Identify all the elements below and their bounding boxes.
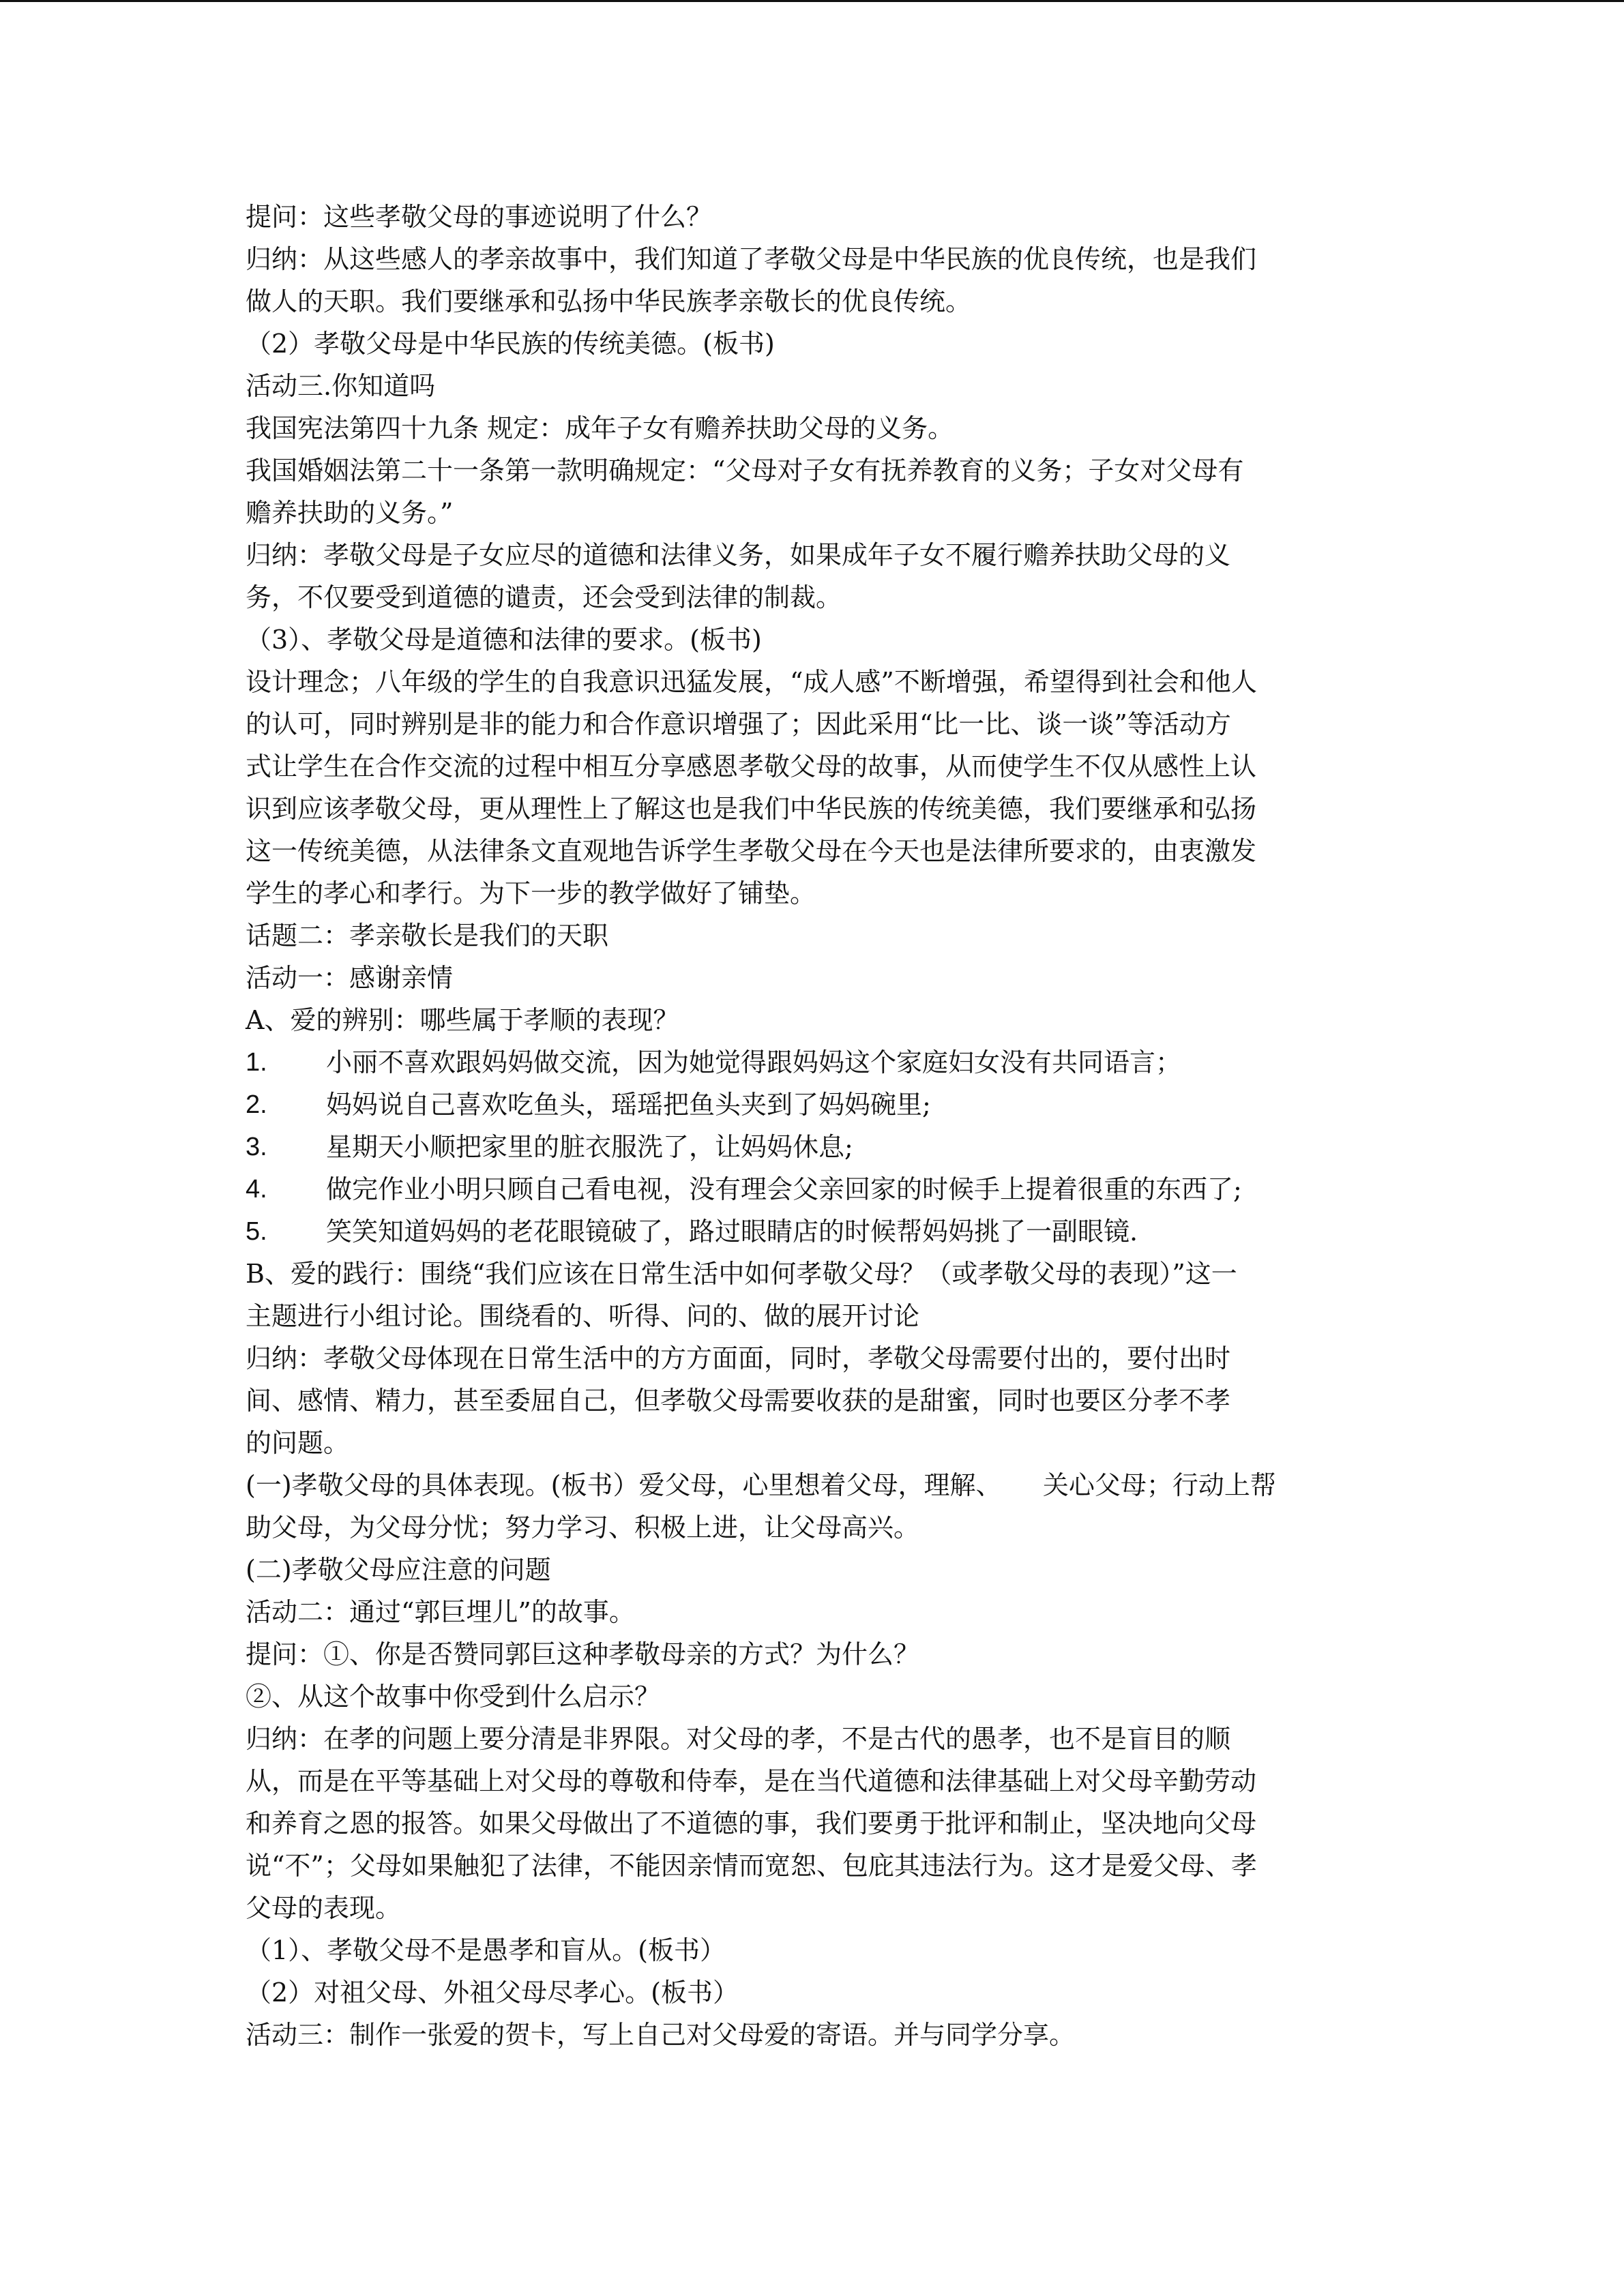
list-item-text: 星期天小顺把家里的脏衣服洗了，让妈妈休息;: [326, 1132, 853, 1162]
text-line: 识到应该孝敬父母，更从理性上了解这也是我们中华民族的传统美德，我们要继承和弘扬: [246, 794, 1257, 824]
list-item-text: 妈妈说自己喜欢吃鱼头，瑶瑶把鱼头夹到了妈妈碗里;: [326, 1090, 931, 1120]
text-line: (一)孝敬父母的具体表现。(板书）爱父母，心里想着父母，理解、 关心父母；行动上帮: [246, 1470, 1276, 1500]
text-line: 主题进行小组讨论。围绕看的、听得、问的、做的展开讨论: [246, 1301, 920, 1331]
text-line: 父母的表现。: [246, 1893, 402, 1923]
list-item-text: 小丽不喜欢跟妈妈做交流，因为她觉得跟妈妈这个家庭妇女没有共同语言；: [326, 1047, 1182, 1077]
text-line: 学生的孝心和孝行。为下一步的教学做好了铺垫。: [246, 878, 816, 908]
text-line: 做人的天职。我们要继承和弘扬中华民族孝亲敬长的优良传统。: [246, 286, 972, 316]
text-line: 归纳：在孝的问题上要分清是非界限。对父母的孝，不是古代的愚孝，也不是盲目的顺: [246, 1724, 1231, 1754]
list-item-number: 5.: [246, 1217, 267, 1246]
list-item-text: 做完作业小明只顾自己看电视，没有理会父亲回家的时候手上提着很重的东西了;: [326, 1174, 1242, 1204]
list-item: [246, 1126, 1378, 1168]
text-line: （2）对祖父母、外祖父母尽孝心。(板书）: [246, 1978, 739, 2008]
list-item-number: 4.: [246, 1175, 267, 1204]
text-line: 这一传统美德，从法律条文直观地告诉学生孝敬父母在今天也是法律所要求的，由衷激发: [246, 836, 1257, 866]
text-line: 提问：这些孝敬父母的事迹说明了什么？: [246, 202, 713, 232]
text-line: 的问题。: [246, 1428, 350, 1458]
text-line: B、爱的践行：围绕“我们应该在日常生活中如何孝敬父母？（或孝敬父母的表现）”这一: [246, 1259, 1237, 1289]
text-line: 说“不”；父母如果触犯了法律，不能因亲情而宽恕、包庇其违法行为。这才是爱父母、孝: [246, 1851, 1257, 1881]
list-item-number: 1.: [246, 1048, 267, 1077]
list-item-text: 笑笑知道妈妈的老花眼镜破了，路过眼睛店的时候帮妈妈挑了一副眼镜.: [326, 1217, 1138, 1247]
text-line: 设计理念；八年级的学生的自我意识迅猛发展，“成人感”不断增强，希望得到社会和他人: [246, 667, 1257, 697]
text-line: 活动一：感谢亲情: [246, 963, 454, 993]
text-line: 提问：①、你是否赞同郭巨这种孝敬母亲的方式？为什么？: [246, 1639, 920, 1669]
text-line: 式让学生在合作交流的过程中相互分享感恩孝敬父母的故事，从而使学生不仅从感性上认: [246, 751, 1257, 781]
document-body: [246, 196, 1378, 2056]
text-line: 助父母，为父母分忧；努力学习、积极上进，让父母高兴。: [246, 1512, 920, 1542]
text-line: 活动三：制作一张爱的贺卡，写上自己对父母爱的寄语。并与同学分享。: [246, 2020, 1076, 2050]
text-line: (二)孝敬父母应注意的问题: [246, 1555, 551, 1585]
text-line: （2）孝敬父母是中华民族的传统美德。(板书): [246, 329, 775, 359]
list-item: [246, 1041, 1378, 1084]
text-line: 活动三.你知道吗: [246, 371, 436, 401]
text-line: 话题二：孝亲敬长是我们的天职: [246, 921, 609, 951]
list-item: [246, 1168, 1378, 1210]
text-line: 归纳：孝敬父母体现在日常生活中的方方面面，同时，孝敬父母需要付出的，要付出时: [246, 1343, 1231, 1373]
text-line: 我国婚姻法第二十一条第一款明确规定：“父母对子女有抚养教育的义务；子女对父母有: [246, 456, 1244, 486]
text-line: 归纳：从这些感人的孝亲故事中，我们知道了孝敬父母是中华民族的优良传统，也是我们: [246, 244, 1257, 274]
text-line: 赡养扶助的义务。”: [246, 498, 454, 528]
text-line: ②、从这个故事中你受到什么启示？: [246, 1682, 661, 1712]
text-line: A、爱的辨别：哪些属于孝顺的表现？: [246, 1005, 679, 1035]
text-line: 务，不仅要受到道德的谴责，还会受到法律的制裁。: [246, 582, 842, 612]
list-item: [246, 1210, 1378, 1253]
list-item: [246, 1084, 1378, 1126]
text-line: 和养育之恩的报答。如果父母做出了不道德的事，我们要勇于批评和制止，坚决地向父母: [246, 1808, 1257, 1838]
list-item-number: 3.: [246, 1133, 267, 1161]
text-line: 间、感情、精力，甚至委屈自己，但孝敬父母需要收获的是甜蜜，同时也要区分孝不孝: [246, 1386, 1231, 1416]
text-line: 从，而是在平等基础上对父母的尊敬和侍奉，是在当代道德和法律基础上对父母辛勤劳动: [246, 1766, 1257, 1796]
list-item-number: 2.: [246, 1090, 267, 1119]
text-line: 活动二：通过“郭巨埋儿”的故事。: [246, 1597, 635, 1627]
text-line: 我国宪法第四十九条 规定：成年子女有赡养扶助父母的义务。: [246, 413, 954, 443]
text-line: （1）、孝敬父母不是愚孝和盲从。(板书）: [246, 1935, 726, 1965]
text-line: （3）、孝敬父母是道德和法律的要求。(板书): [246, 625, 762, 655]
text-line: 的认可，同时辨别是非的能力和合作意识增强了；因此采用“比一比、谈一谈”等活动方: [246, 709, 1231, 739]
text-line: 归纳：孝敬父母是子女应尽的道德和法律义务，如果成年子女不履行赡养扶助父母的义: [246, 540, 1231, 570]
